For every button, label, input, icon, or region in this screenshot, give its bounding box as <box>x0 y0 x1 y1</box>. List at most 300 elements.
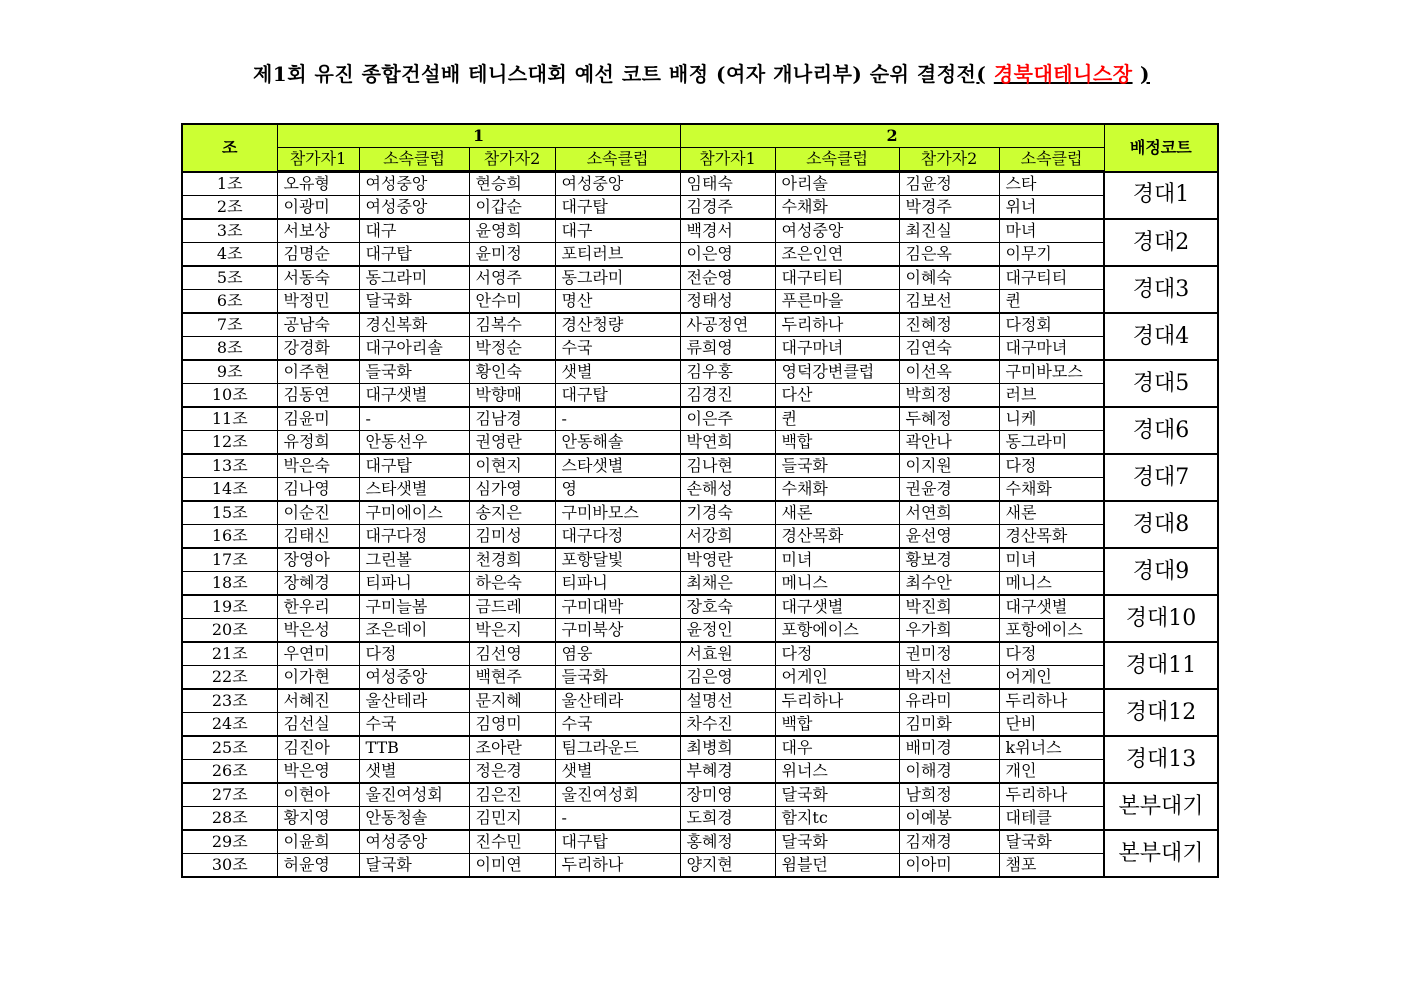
participant3-cell: 장호숙 <box>680 595 775 619</box>
club3-cell: 위너스 <box>775 760 899 784</box>
participant1-cell: 박은성 <box>277 619 359 643</box>
club2-cell: 대구탑 <box>555 196 680 220</box>
club2-cell: 티파니 <box>555 572 680 596</box>
club4-cell: 메니스 <box>999 572 1104 596</box>
participant2-cell: 권영란 <box>469 431 555 455</box>
participant2-cell: 김미성 <box>469 525 555 549</box>
club1-cell: 울산테라 <box>359 689 469 713</box>
club3-cell: 여성중앙 <box>775 219 899 243</box>
participant4-cell: 남희정 <box>899 783 999 807</box>
group-number: 18조 <box>182 572 277 596</box>
table-body <box>182 172 1218 878</box>
club3-cell: 수채화 <box>775 196 899 220</box>
club4-cell: k위너스 <box>999 736 1104 760</box>
participant1-cell: 서동숙 <box>277 266 359 290</box>
assigned-court: 경대2 <box>1104 219 1218 266</box>
club4-cell: 단비 <box>999 713 1104 737</box>
club1-cell: TTB <box>359 736 469 760</box>
participant4-cell: 황보경 <box>899 548 999 572</box>
club4-cell: 동그라미 <box>999 431 1104 455</box>
table-row <box>182 337 1218 361</box>
club1-cell: 대구탑 <box>359 454 469 478</box>
club3-cell: 메니스 <box>775 572 899 596</box>
participant4-cell: 박경주 <box>899 196 999 220</box>
table-row <box>182 431 1218 455</box>
assigned-court: 경대4 <box>1104 313 1218 360</box>
participant2-cell: 현승희 <box>469 172 555 196</box>
group-number: 4조 <box>182 243 277 267</box>
participant1-cell: 이광미 <box>277 196 359 220</box>
participant2-cell: 문지혜 <box>469 689 555 713</box>
assigned-court: 경대5 <box>1104 360 1218 407</box>
participant1-cell: 박정민 <box>277 290 359 314</box>
participant2-cell: 백현주 <box>469 666 555 690</box>
club3-cell: 수채화 <box>775 478 899 502</box>
participant4-cell: 김미화 <box>899 713 999 737</box>
group-number: 11조 <box>182 407 277 431</box>
group-number: 23조 <box>182 689 277 713</box>
participant1-cell: 김선실 <box>277 713 359 737</box>
participant4-cell: 곽안나 <box>899 431 999 455</box>
header-club: 소속클럽 <box>555 148 680 172</box>
club3-cell: 대우 <box>775 736 899 760</box>
participant2-cell: 김민지 <box>469 807 555 831</box>
title-text: 제1회 유진 종합건설배 테니스대회 예선 코트 배정 (여자 개나리부) 순위 결정전 <box>252 62 977 86</box>
participant2-cell: 김복수 <box>469 313 555 337</box>
club2-cell: 동그라미 <box>555 266 680 290</box>
table-row <box>182 548 1218 572</box>
participant3-cell: 홍혜정 <box>680 830 775 854</box>
participant3-cell: 부혜경 <box>680 760 775 784</box>
table-row <box>182 595 1218 619</box>
club2-cell: 샛별 <box>555 760 680 784</box>
participant3-cell: 백경서 <box>680 219 775 243</box>
club3-cell: 미녀 <box>775 548 899 572</box>
club1-cell: 동그라미 <box>359 266 469 290</box>
club2-cell: 대구탑 <box>555 830 680 854</box>
club1-cell: - <box>359 407 469 431</box>
participant2-cell: 송지은 <box>469 501 555 525</box>
club1-cell: 경신복화 <box>359 313 469 337</box>
page-title <box>0 58 1403 87</box>
assigned-court: 경대3 <box>1104 266 1218 313</box>
participant3-cell: 박연희 <box>680 431 775 455</box>
club2-cell: 포티러브 <box>555 243 680 267</box>
participant1-cell: 강경화 <box>277 337 359 361</box>
table-row <box>182 736 1218 760</box>
club2-cell: 구미대박 <box>555 595 680 619</box>
participant1-cell: 김동연 <box>277 384 359 408</box>
participant4-cell: 김윤정 <box>899 172 999 196</box>
participant3-cell: 김우홍 <box>680 360 775 384</box>
header-group-2: 2 <box>680 124 1104 148</box>
participant2-cell: 정은경 <box>469 760 555 784</box>
participant1-cell: 김진아 <box>277 736 359 760</box>
table-row <box>182 713 1218 737</box>
club4-cell: 포항에이스 <box>999 619 1104 643</box>
group-number: 6조 <box>182 290 277 314</box>
participant3-cell: 이은주 <box>680 407 775 431</box>
participant2-cell: 천경희 <box>469 548 555 572</box>
participant2-cell: 김선영 <box>469 642 555 666</box>
club2-cell: 구미바모스 <box>555 501 680 525</box>
table-row <box>182 384 1218 408</box>
table-row <box>182 478 1218 502</box>
table-row <box>182 642 1218 666</box>
participant4-cell: 배미경 <box>899 736 999 760</box>
group-number: 29조 <box>182 830 277 854</box>
participant1-cell: 장영아 <box>277 548 359 572</box>
header-participant1: 참가자1 <box>680 148 775 172</box>
club2-cell: 경산청량 <box>555 313 680 337</box>
participant2-cell: 안수미 <box>469 290 555 314</box>
club3-cell: 함지tc <box>775 807 899 831</box>
participant1-cell: 김나영 <box>277 478 359 502</box>
club2-cell: 영 <box>555 478 680 502</box>
table-row <box>182 266 1218 290</box>
participant1-cell: 황지영 <box>277 807 359 831</box>
club2-cell: 대구 <box>555 219 680 243</box>
participant2-cell: 김영미 <box>469 713 555 737</box>
participant2-cell: 이미연 <box>469 854 555 878</box>
club1-cell: 여성중앙 <box>359 830 469 854</box>
club4-cell: 두리하나 <box>999 689 1104 713</box>
assigned-court: 경대11 <box>1104 642 1218 689</box>
club3-cell: 대구샛별 <box>775 595 899 619</box>
participant1-cell: 이가현 <box>277 666 359 690</box>
participant3-cell: 양지현 <box>680 854 775 878</box>
club4-cell: 챔포 <box>999 854 1104 878</box>
group-number: 3조 <box>182 219 277 243</box>
club4-cell: 러브 <box>999 384 1104 408</box>
club1-cell: 들국화 <box>359 360 469 384</box>
club3-cell: 다산 <box>775 384 899 408</box>
participant3-cell: 도희경 <box>680 807 775 831</box>
club2-cell: 대구탑 <box>555 384 680 408</box>
participant3-cell: 장미영 <box>680 783 775 807</box>
club2-cell: 포항달빛 <box>555 548 680 572</box>
participant3-cell: 김나현 <box>680 454 775 478</box>
group-number: 14조 <box>182 478 277 502</box>
table-row <box>182 290 1218 314</box>
participant4-cell: 이선옥 <box>899 360 999 384</box>
group-number: 20조 <box>182 619 277 643</box>
participant2-cell: 진수민 <box>469 830 555 854</box>
club1-cell: 조은데이 <box>359 619 469 643</box>
group-number: 8조 <box>182 337 277 361</box>
participant3-cell: 윤정인 <box>680 619 775 643</box>
assigned-court: 경대9 <box>1104 548 1218 595</box>
participant4-cell: 권윤경 <box>899 478 999 502</box>
club2-cell: 팀그라운드 <box>555 736 680 760</box>
participant1-cell: 박은숙 <box>277 454 359 478</box>
header-club: 소속클럽 <box>359 148 469 172</box>
table-row <box>182 407 1218 431</box>
table-row <box>182 807 1218 831</box>
participant1-cell: 서보상 <box>277 219 359 243</box>
table-row <box>182 501 1218 525</box>
club2-cell: 수국 <box>555 337 680 361</box>
club4-cell: 개인 <box>999 760 1104 784</box>
participant4-cell: 두혜정 <box>899 407 999 431</box>
header-court: 배정코트 <box>1104 124 1218 172</box>
club3-cell: 대구마녀 <box>775 337 899 361</box>
participant2-cell: 이현지 <box>469 454 555 478</box>
participant3-cell: 전순영 <box>680 266 775 290</box>
participant4-cell: 김재경 <box>899 830 999 854</box>
club2-cell: 울산테라 <box>555 689 680 713</box>
club1-cell: 대구샛별 <box>359 384 469 408</box>
club2-cell: 구미북상 <box>555 619 680 643</box>
participant2-cell: 박정순 <box>469 337 555 361</box>
club3-cell: 퀸 <box>775 407 899 431</box>
participant1-cell: 이현아 <box>277 783 359 807</box>
club1-cell: 안동청솔 <box>359 807 469 831</box>
club4-cell: 경산목화 <box>999 525 1104 549</box>
club2-cell: 들국화 <box>555 666 680 690</box>
table-row <box>182 572 1218 596</box>
group-number: 25조 <box>182 736 277 760</box>
club2-cell: 두리하나 <box>555 854 680 878</box>
group-number: 2조 <box>182 196 277 220</box>
club4-cell: 위너 <box>999 196 1104 220</box>
table-row <box>182 783 1218 807</box>
table-row <box>182 454 1218 478</box>
participant1-cell: 공남숙 <box>277 313 359 337</box>
title-venue-paren-open: ( <box>976 62 987 86</box>
participant3-cell: 설명선 <box>680 689 775 713</box>
participant2-cell: 금드레 <box>469 595 555 619</box>
club3-cell: 포항에이스 <box>775 619 899 643</box>
participant4-cell: 김은옥 <box>899 243 999 267</box>
group-number: 7조 <box>182 313 277 337</box>
participant4-cell: 김보선 <box>899 290 999 314</box>
club1-cell: 울진여성회 <box>359 783 469 807</box>
club3-cell: 백합 <box>775 713 899 737</box>
table-row <box>182 619 1218 643</box>
group-number: 12조 <box>182 431 277 455</box>
court-assignment-table <box>181 123 1219 878</box>
participant4-cell: 이아미 <box>899 854 999 878</box>
participant2-cell: 김은진 <box>469 783 555 807</box>
club1-cell: 대구다정 <box>359 525 469 549</box>
club3-cell: 경산목화 <box>775 525 899 549</box>
participant2-cell: 이갑순 <box>469 196 555 220</box>
club4-cell: 스타 <box>999 172 1104 196</box>
participant3-cell: 기경숙 <box>680 501 775 525</box>
assigned-court: 본부대기 <box>1104 783 1218 830</box>
club2-cell: 명산 <box>555 290 680 314</box>
participant1-cell: 이순진 <box>277 501 359 525</box>
club3-cell: 두리하나 <box>775 689 899 713</box>
table-row <box>182 525 1218 549</box>
club4-cell: 니케 <box>999 407 1104 431</box>
participant2-cell: 박은지 <box>469 619 555 643</box>
club1-cell: 수국 <box>359 713 469 737</box>
participant4-cell: 최진실 <box>899 219 999 243</box>
assigned-court: 본부대기 <box>1104 830 1218 877</box>
club2-cell: 울진여성회 <box>555 783 680 807</box>
club2-cell: 샛별 <box>555 360 680 384</box>
club3-cell: 푸른마을 <box>775 290 899 314</box>
club4-cell: 두리하나 <box>999 783 1104 807</box>
club2-cell: 여성중앙 <box>555 172 680 196</box>
participant3-cell: 차수진 <box>680 713 775 737</box>
club3-cell: 아리솔 <box>775 172 899 196</box>
club2-cell: - <box>555 407 680 431</box>
group-number: 15조 <box>182 501 277 525</box>
club3-cell: 다정 <box>775 642 899 666</box>
participant1-cell: 김윤미 <box>277 407 359 431</box>
club3-cell: 어게인 <box>775 666 899 690</box>
club4-cell: 마녀 <box>999 219 1104 243</box>
participant3-cell: 서강희 <box>680 525 775 549</box>
club1-cell: 대구 <box>359 219 469 243</box>
participant1-cell: 이주현 <box>277 360 359 384</box>
club1-cell: 티파니 <box>359 572 469 596</box>
table-row <box>182 313 1218 337</box>
assigned-court: 경대1 <box>1104 172 1218 220</box>
club2-cell: 수국 <box>555 713 680 737</box>
club1-cell: 달국화 <box>359 290 469 314</box>
club4-cell: 어게인 <box>999 666 1104 690</box>
club1-cell: 대구아리솔 <box>359 337 469 361</box>
header-participant1: 참가자1 <box>277 148 359 172</box>
club1-cell: 여성중앙 <box>359 666 469 690</box>
club2-cell: 안동해솔 <box>555 431 680 455</box>
participant3-cell: 이은영 <box>680 243 775 267</box>
club4-cell: 구미바모스 <box>999 360 1104 384</box>
participant4-cell: 윤선영 <box>899 525 999 549</box>
title-venue-paren-close: ) <box>1140 62 1150 86</box>
club3-cell: 달국화 <box>775 830 899 854</box>
participant2-cell: 하은숙 <box>469 572 555 596</box>
club1-cell: 다정 <box>359 642 469 666</box>
club3-cell: 달국화 <box>775 783 899 807</box>
club1-cell: 대구탑 <box>359 243 469 267</box>
club2-cell: 염웅 <box>555 642 680 666</box>
participant4-cell: 박지선 <box>899 666 999 690</box>
group-number: 13조 <box>182 454 277 478</box>
participant1-cell: 장혜경 <box>277 572 359 596</box>
table-row <box>182 760 1218 784</box>
club4-cell: 대구티티 <box>999 266 1104 290</box>
participant4-cell: 이예봉 <box>899 807 999 831</box>
club4-cell: 미녀 <box>999 548 1104 572</box>
club1-cell: 스타샛별 <box>359 478 469 502</box>
club4-cell: 다정 <box>999 454 1104 478</box>
table-row <box>182 219 1218 243</box>
club4-cell: 이무기 <box>999 243 1104 267</box>
club1-cell: 샛별 <box>359 760 469 784</box>
header-club: 소속클럽 <box>999 148 1104 172</box>
participant4-cell: 김연숙 <box>899 337 999 361</box>
participant1-cell: 유정희 <box>277 431 359 455</box>
club4-cell: 다정회 <box>999 313 1104 337</box>
table-row <box>182 196 1218 220</box>
club1-cell: 그린볼 <box>359 548 469 572</box>
club3-cell: 조은인연 <box>775 243 899 267</box>
participant4-cell: 박희정 <box>899 384 999 408</box>
group-number: 1조 <box>182 172 277 196</box>
group-number: 27조 <box>182 783 277 807</box>
participant1-cell: 한우리 <box>277 595 359 619</box>
club1-cell: 구미늘봄 <box>359 595 469 619</box>
header-jo: 조 <box>182 124 277 172</box>
club4-cell: 다정 <box>999 642 1104 666</box>
group-number: 30조 <box>182 854 277 878</box>
club4-cell: 새론 <box>999 501 1104 525</box>
participant3-cell: 손해성 <box>680 478 775 502</box>
club2-cell: 스타샛별 <box>555 454 680 478</box>
table-row <box>182 854 1218 878</box>
club1-cell: 구미에이스 <box>359 501 469 525</box>
group-number: 22조 <box>182 666 277 690</box>
participant4-cell: 이혜숙 <box>899 266 999 290</box>
participant2-cell: 서영주 <box>469 266 555 290</box>
participant3-cell: 김은영 <box>680 666 775 690</box>
participant4-cell: 서연희 <box>899 501 999 525</box>
group-number: 9조 <box>182 360 277 384</box>
participant3-cell: 서효원 <box>680 642 775 666</box>
group-number: 21조 <box>182 642 277 666</box>
assigned-court: 경대12 <box>1104 689 1218 736</box>
group-number: 16조 <box>182 525 277 549</box>
assigned-court: 경대6 <box>1104 407 1218 454</box>
table-row <box>182 243 1218 267</box>
club3-cell: 백합 <box>775 431 899 455</box>
participant3-cell: 류희영 <box>680 337 775 361</box>
header-group-1: 1 <box>277 124 680 148</box>
participant3-cell: 김경주 <box>680 196 775 220</box>
club3-cell: 두리하나 <box>775 313 899 337</box>
club4-cell: 퀸 <box>999 290 1104 314</box>
participant2-cell: 심가영 <box>469 478 555 502</box>
group-number: 10조 <box>182 384 277 408</box>
club4-cell: 대구마녀 <box>999 337 1104 361</box>
participant3-cell: 정태성 <box>680 290 775 314</box>
participant4-cell: 권미정 <box>899 642 999 666</box>
participant1-cell: 김명순 <box>277 243 359 267</box>
club1-cell: 여성중앙 <box>359 172 469 196</box>
participant2-cell: 박향매 <box>469 384 555 408</box>
participant1-cell: 박은영 <box>277 760 359 784</box>
participant1-cell: 서혜진 <box>277 689 359 713</box>
participant4-cell: 박진희 <box>899 595 999 619</box>
participant1-cell: 허윤영 <box>277 854 359 878</box>
participant4-cell: 진혜정 <box>899 313 999 337</box>
assigned-court: 경대8 <box>1104 501 1218 548</box>
participant3-cell: 김경진 <box>680 384 775 408</box>
club4-cell: 대구샛별 <box>999 595 1104 619</box>
participant4-cell: 최수안 <box>899 572 999 596</box>
table-row <box>182 666 1218 690</box>
club4-cell: 달국화 <box>999 830 1104 854</box>
header-participant2: 참가자2 <box>469 148 555 172</box>
participant2-cell: 윤미정 <box>469 243 555 267</box>
assigned-court: 경대7 <box>1104 454 1218 501</box>
assigned-court: 경대10 <box>1104 595 1218 642</box>
venue-name: 경북대테니스장 <box>993 62 1133 86</box>
table-row <box>182 172 1218 196</box>
participant2-cell: 조아란 <box>469 736 555 760</box>
participant2-cell: 김남경 <box>469 407 555 431</box>
club3-cell: 영덕강변클럽 <box>775 360 899 384</box>
participant4-cell: 유라미 <box>899 689 999 713</box>
group-number: 19조 <box>182 595 277 619</box>
header-participant2: 참가자2 <box>899 148 999 172</box>
group-number: 17조 <box>182 548 277 572</box>
